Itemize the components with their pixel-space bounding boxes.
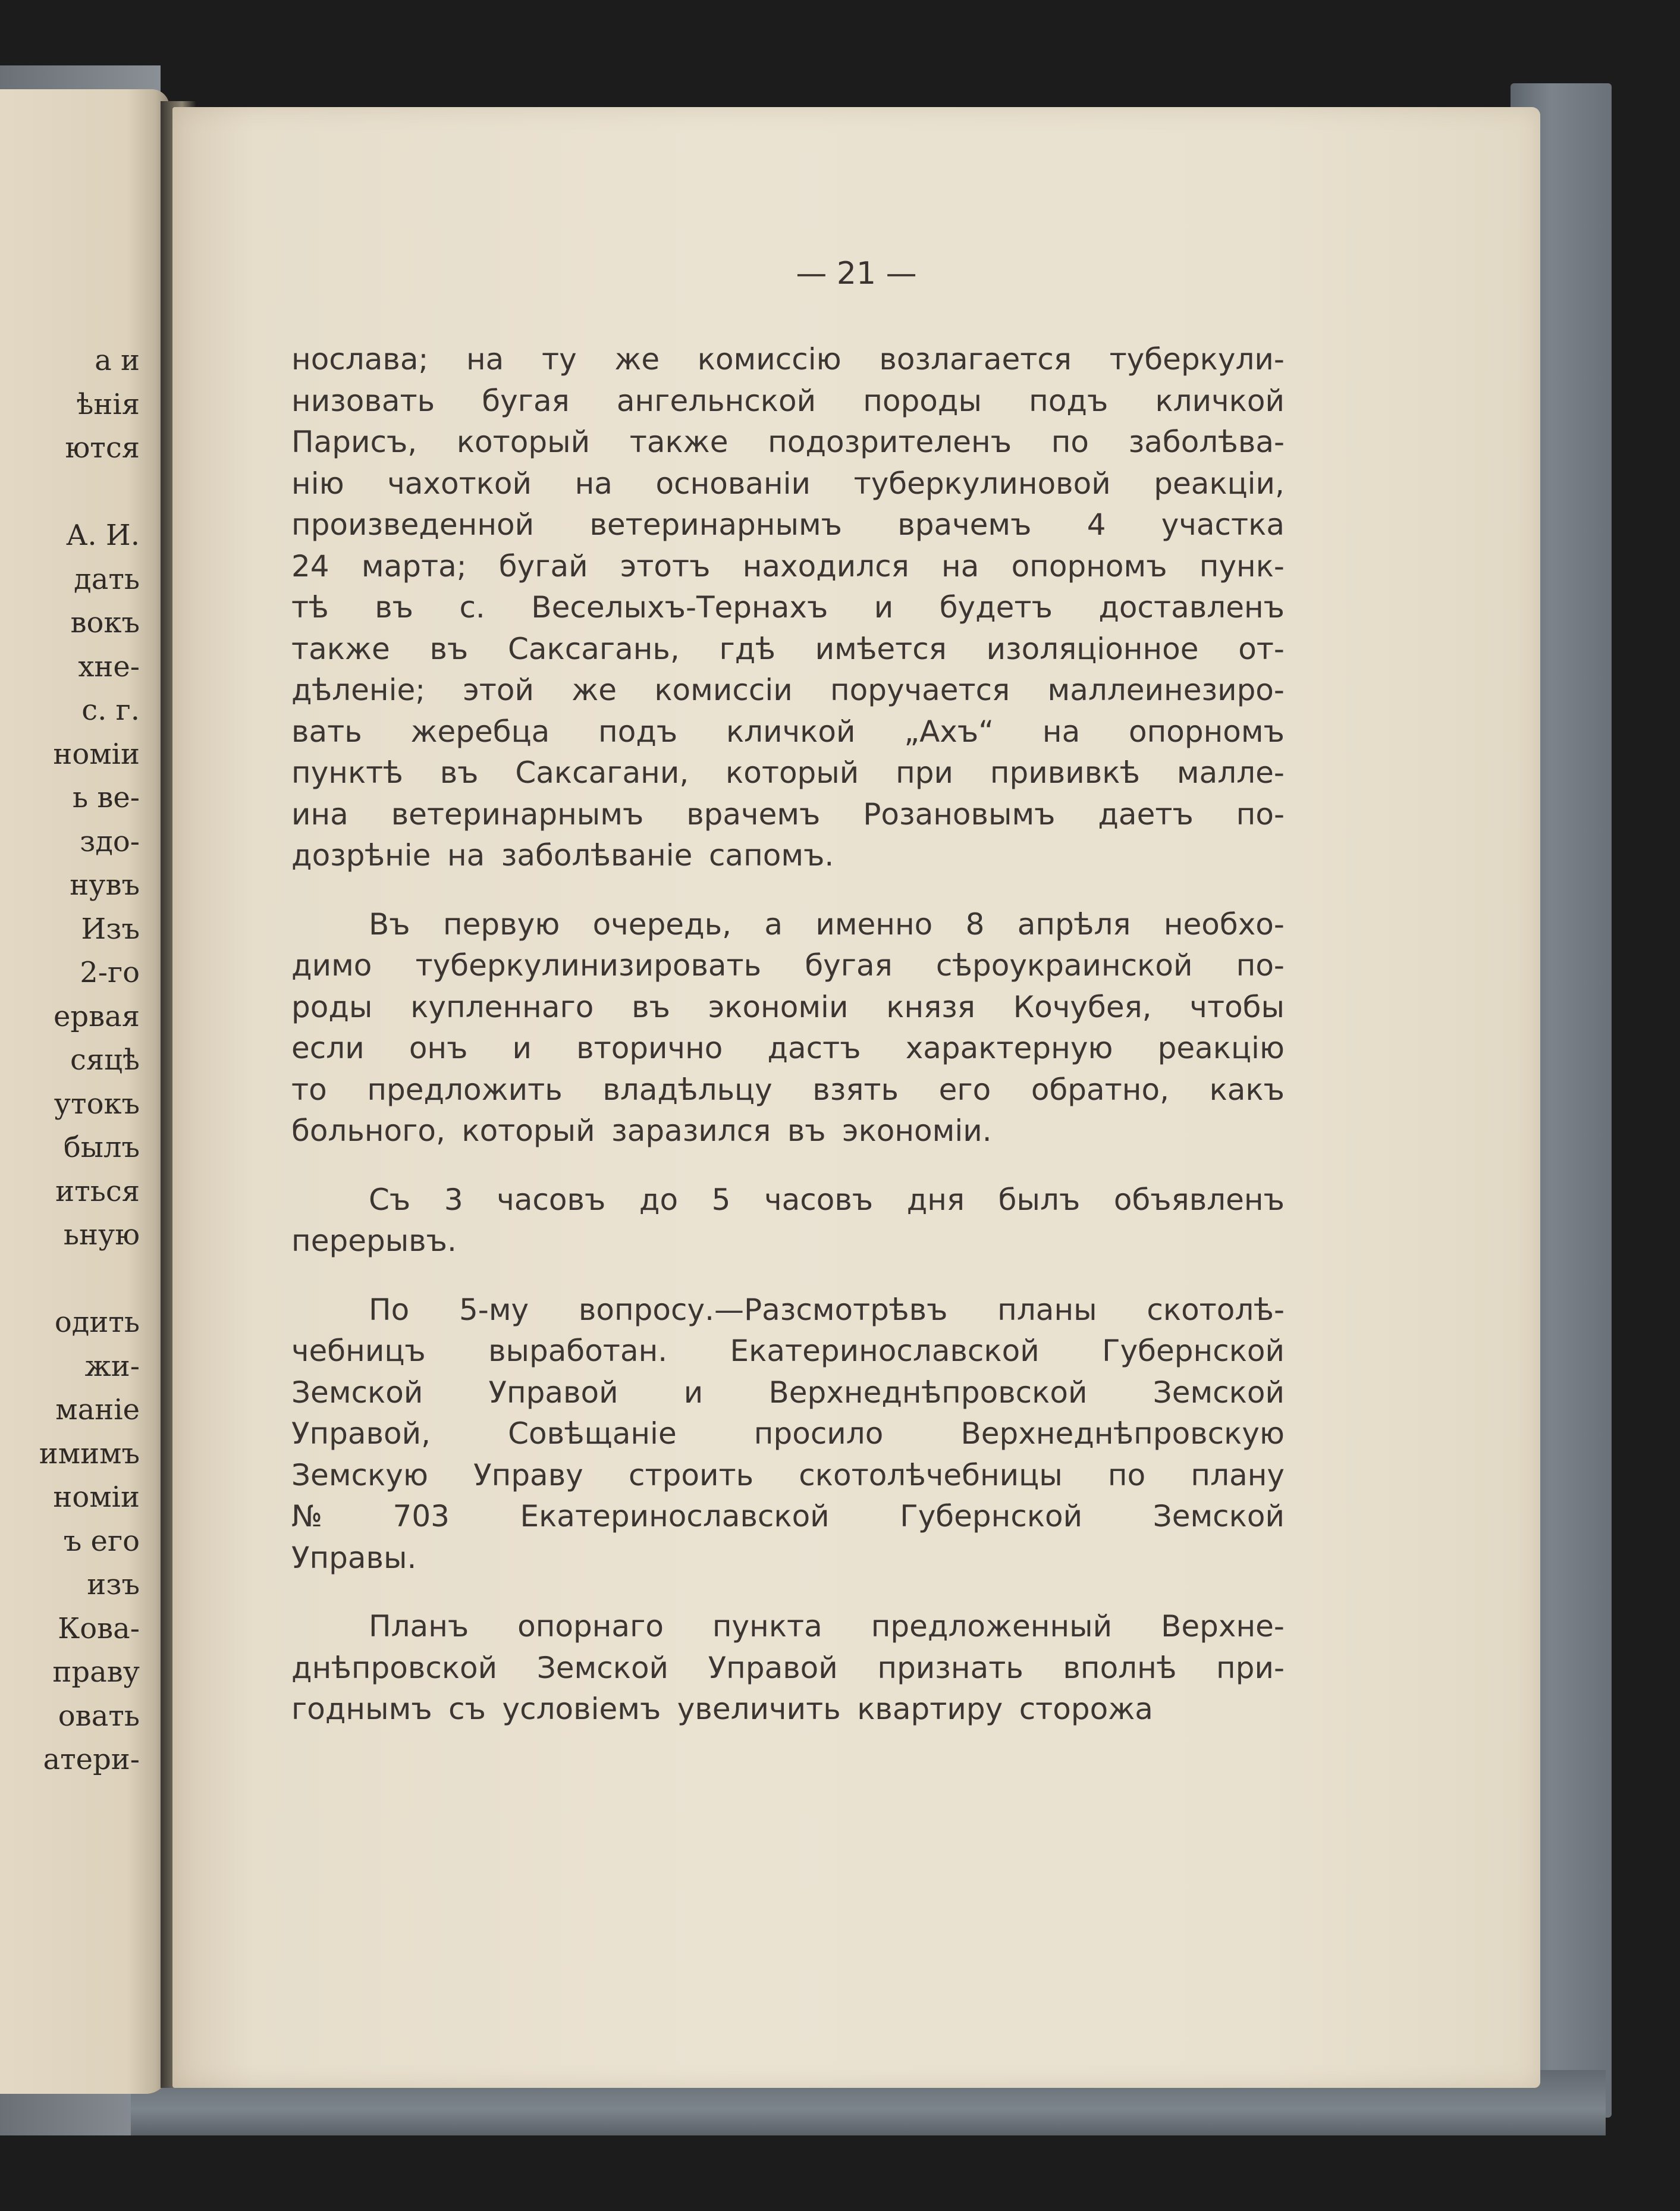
word: ту <box>541 342 577 377</box>
word: прививкѣ <box>990 755 1141 790</box>
word: въ <box>375 590 413 625</box>
previous-page-line: А. И. <box>66 519 140 552</box>
word: произведенной <box>291 507 535 542</box>
word: этотъ <box>620 548 711 584</box>
word: на <box>447 838 485 873</box>
word: при <box>896 755 954 790</box>
previous-page-line: а и <box>95 344 140 377</box>
previous-page-line: 2-го <box>80 956 140 989</box>
word: былъ <box>998 1182 1081 1217</box>
word: и <box>683 1375 704 1410</box>
previous-page-line: маніе <box>55 1393 140 1426</box>
previous-page-text <box>39 339 140 1782</box>
previous-page-line <box>39 471 140 515</box>
word: туберкулинизировать <box>415 948 762 983</box>
word: именно <box>815 907 933 942</box>
text-line <box>291 546 1285 588</box>
word: съ <box>448 1692 486 1726</box>
word: жеребца <box>410 714 550 749</box>
word: выработан. <box>488 1334 668 1368</box>
word: по- <box>1236 796 1285 832</box>
word: Земской <box>291 1375 423 1410</box>
previous-page-line: ервая <box>53 999 140 1033</box>
text-line <box>291 587 1285 629</box>
previous-page-line: ьную <box>63 1218 140 1252</box>
word: 24 <box>291 548 329 584</box>
word: Управой <box>708 1650 838 1685</box>
word: 5-му <box>459 1292 529 1327</box>
previous-page-line: былъ <box>63 1131 140 1164</box>
word: въ <box>439 755 479 790</box>
word: заразился <box>611 1114 771 1148</box>
word: от- <box>1238 631 1285 666</box>
text-line <box>291 1180 1285 1221</box>
word: Верхнеднѣпровскую <box>960 1416 1285 1451</box>
word: Парисъ, <box>291 425 417 459</box>
word: бугая <box>482 383 570 418</box>
text-line <box>291 1070 1285 1111</box>
text-line <box>291 711 1285 753</box>
word: до <box>639 1182 679 1217</box>
previous-page-line: с. г. <box>81 694 140 727</box>
word: низовать <box>291 383 435 418</box>
word: часовъ <box>764 1182 874 1217</box>
word: подъ <box>598 714 678 749</box>
word: Верхне- <box>1161 1609 1285 1644</box>
word: реакцію <box>1157 1031 1285 1065</box>
previous-page-line: имимъ <box>39 1437 140 1470</box>
word: бугай <box>498 548 588 584</box>
word: на <box>941 548 979 584</box>
word: доставленъ <box>1098 590 1285 625</box>
word: перерывъ. <box>291 1224 457 1258</box>
word: вать <box>291 714 362 749</box>
word: то <box>291 1072 327 1107</box>
word: нослава; <box>291 342 429 377</box>
word: чебницъ <box>291 1334 426 1368</box>
word: который <box>726 755 859 790</box>
word: который <box>456 425 591 459</box>
previous-page-line: здо- <box>80 824 140 858</box>
text-line <box>291 945 1285 987</box>
word: обратно, <box>1031 1072 1169 1107</box>
word: по <box>1051 425 1089 459</box>
word: 4 <box>1086 507 1106 542</box>
word: Веселыхъ-Тернахъ <box>531 590 828 625</box>
word: комиссіи <box>654 673 793 707</box>
previous-page-line: номіи <box>53 1481 140 1514</box>
word: Земской <box>1153 1375 1285 1410</box>
word: сѣроукраинской <box>935 948 1193 983</box>
word: если <box>291 1031 365 1065</box>
word: будетъ <box>939 590 1053 625</box>
word: заболѣва- <box>1128 425 1285 459</box>
word: который <box>461 1114 595 1148</box>
text-line <box>291 1372 1285 1414</box>
word: комиссію <box>697 342 841 377</box>
text-line <box>291 1455 1285 1497</box>
word: Управой, <box>291 1416 431 1451</box>
word: опорномъ <box>1128 714 1285 749</box>
word: сторожа <box>1019 1692 1153 1726</box>
word: основаніи <box>655 466 811 501</box>
paragraph-gap <box>291 877 1285 904</box>
word: возлагается <box>879 342 1072 377</box>
word: маллеинезиро- <box>1047 673 1285 707</box>
word: чтобы <box>1189 989 1285 1024</box>
word: больного, <box>291 1114 445 1148</box>
word: въ <box>632 989 670 1024</box>
text-line <box>291 794 1285 836</box>
word: По <box>369 1292 410 1327</box>
word: № <box>291 1499 323 1533</box>
previous-page-line: изъ <box>87 1568 140 1601</box>
word: дастъ <box>767 1031 861 1065</box>
previous-page-line: ъ его <box>63 1524 140 1558</box>
word: апрѣля <box>1017 907 1131 942</box>
word: при- <box>1216 1650 1285 1685</box>
word: туберкули- <box>1109 342 1285 377</box>
word: на <box>466 342 504 377</box>
word: этой <box>463 673 534 707</box>
word: породы <box>863 383 982 418</box>
word: по- <box>1236 948 1285 983</box>
word: просило <box>753 1416 884 1451</box>
word: владѣльцу <box>602 1072 773 1107</box>
text-line <box>291 1538 1285 1579</box>
text-line <box>291 1111 1285 1152</box>
word: купленнаго <box>410 989 594 1024</box>
word: плану <box>1191 1457 1285 1492</box>
word: опорнаго <box>517 1609 664 1644</box>
word: дѣленіе; <box>291 673 426 707</box>
word: на <box>574 466 613 501</box>
previous-page-line: ются <box>65 431 140 465</box>
word: врачемъ <box>897 507 1032 542</box>
word: квартиру <box>857 1692 1003 1726</box>
word: димо <box>291 948 372 983</box>
word: экономіи <box>708 989 849 1024</box>
word: 8 <box>965 907 985 942</box>
previous-page-line: овать <box>58 1699 140 1733</box>
word: дозрѣніе <box>291 838 431 873</box>
word: Саксагань, <box>507 631 680 666</box>
previous-page-line: иться <box>55 1174 140 1208</box>
word: предложенный <box>871 1609 1113 1644</box>
text-line <box>291 670 1285 711</box>
word: планы <box>997 1292 1097 1327</box>
word: заболѣваніе <box>501 838 693 873</box>
word: роды <box>291 989 373 1024</box>
word: 703 <box>392 1499 450 1533</box>
word: марта; <box>361 548 467 584</box>
word: характерную <box>905 1031 1113 1065</box>
text-line <box>291 1413 1285 1455</box>
word: Земской <box>536 1650 669 1685</box>
previous-page-line: вокъ <box>70 606 140 639</box>
word: часовъ <box>497 1182 606 1217</box>
word: Екатеринославской <box>520 1499 830 1533</box>
text-line <box>291 1689 1285 1730</box>
word: с. <box>459 590 485 625</box>
word: скотолѣчебницы <box>799 1457 1063 1492</box>
word: реакціи, <box>1154 466 1285 501</box>
word: ветеринарнымъ <box>589 507 843 542</box>
word: необхо- <box>1163 907 1285 942</box>
word: Саксагани, <box>515 755 689 790</box>
word: туберкулиновой <box>853 466 1111 501</box>
word: дня <box>906 1182 965 1217</box>
word: какъ <box>1209 1072 1285 1107</box>
text-line <box>291 1606 1285 1648</box>
text-line <box>291 504 1285 546</box>
word: врачемъ <box>686 796 821 832</box>
word: 5 <box>711 1182 731 1217</box>
word: Совѣщаніе <box>508 1416 677 1451</box>
text-line <box>291 381 1285 422</box>
word: онъ <box>409 1031 468 1065</box>
text-line <box>291 1331 1285 1372</box>
previous-page-line: атери- <box>43 1743 140 1776</box>
word: вполнѣ <box>1063 1650 1177 1685</box>
word: „Ахъ“ <box>904 714 994 749</box>
word: Губернской <box>1102 1334 1285 1368</box>
previous-page-line: Изъ <box>81 912 140 946</box>
word: по <box>1107 1457 1146 1492</box>
word: его <box>938 1072 991 1107</box>
word: Земскую <box>291 1457 428 1492</box>
word: признать <box>877 1650 1023 1685</box>
word: Въ <box>369 907 410 942</box>
word: и <box>512 1031 532 1065</box>
word: изоляціонное <box>986 631 1199 666</box>
word: тѣ <box>291 590 329 625</box>
word: строить <box>629 1457 754 1492</box>
word: Управу <box>473 1457 583 1492</box>
previous-page-line: хне- <box>78 650 140 683</box>
text-line <box>291 1496 1285 1538</box>
text-line <box>291 1028 1285 1070</box>
previous-page-line: одить <box>54 1306 140 1339</box>
word: ина <box>291 796 348 832</box>
text-line <box>291 835 1285 877</box>
word: объявленъ <box>1113 1182 1285 1217</box>
word: Съ <box>369 1182 411 1217</box>
text-line <box>291 752 1285 794</box>
previous-page-line: жи- <box>84 1349 140 1383</box>
paragraph-gap <box>291 1579 1285 1606</box>
word: Управы. <box>291 1540 417 1575</box>
word: подозрителенъ <box>768 425 1012 459</box>
word: пункта <box>712 1609 822 1644</box>
text-line <box>291 1221 1285 1262</box>
previous-page-line: ѣнія <box>76 387 140 421</box>
word: бугая <box>805 948 893 983</box>
word: Екатеринославской <box>730 1334 1040 1368</box>
word: условіемъ <box>502 1692 661 1726</box>
word: же <box>571 673 617 707</box>
word: опорномъ <box>1011 548 1167 584</box>
word: пунк- <box>1199 548 1285 584</box>
word: вторично <box>576 1031 723 1065</box>
word: въ <box>787 1114 826 1148</box>
page <box>172 107 1540 2088</box>
word: очередь, <box>592 907 731 942</box>
word: Управой <box>488 1375 618 1410</box>
word: также <box>629 425 728 459</box>
word: Кочубея, <box>1013 989 1152 1024</box>
previous-page-line <box>39 1257 140 1301</box>
text-line <box>291 339 1285 381</box>
previous-page-line: утокъ <box>54 1087 140 1121</box>
previous-page-edge <box>0 89 169 2094</box>
previous-page-line: праву <box>52 1655 140 1689</box>
word: также <box>291 631 390 666</box>
page-body <box>291 339 1285 1730</box>
text-line <box>291 629 1285 670</box>
word: нію <box>291 466 344 501</box>
word: подъ <box>1029 383 1109 418</box>
text-line <box>291 987 1285 1028</box>
previous-page-line: сяцѣ <box>70 1043 140 1077</box>
word: Губернской <box>900 1499 1083 1533</box>
word: ангельнской <box>616 383 817 418</box>
word: днѣпровской <box>291 1650 498 1685</box>
word: малле- <box>1176 755 1285 790</box>
word: увеличить <box>677 1692 841 1726</box>
word: вопросу.—Разсмотрѣвъ <box>578 1292 948 1327</box>
text-line <box>291 1290 1285 1331</box>
word: Земской <box>1153 1499 1285 1533</box>
word: годнымъ <box>291 1692 432 1726</box>
word: находился <box>742 548 909 584</box>
word: экономіи. <box>842 1114 992 1148</box>
word: сапомъ. <box>708 838 834 873</box>
word: Планъ <box>369 1609 469 1644</box>
word: въ <box>429 631 469 666</box>
previous-page-line: ь ве- <box>72 781 140 814</box>
word: скотолѣ- <box>1147 1292 1285 1327</box>
text-line <box>291 904 1285 946</box>
word: и <box>874 590 894 625</box>
word: пунктѣ <box>291 755 403 790</box>
paragraph-gap <box>291 1262 1285 1290</box>
word: ветеринарнымъ <box>391 796 644 832</box>
word: 3 <box>444 1182 463 1217</box>
previous-page-line: Кова- <box>58 1611 140 1645</box>
word: имѣется <box>815 631 947 666</box>
previous-page-line: дать <box>74 562 140 596</box>
word: предложить <box>367 1072 563 1107</box>
text-line <box>291 422 1285 463</box>
word: Розановымъ <box>863 796 1056 832</box>
word: кличкой <box>1155 383 1285 418</box>
word: кличкой <box>726 714 856 749</box>
paragraph-gap <box>291 1152 1285 1180</box>
word: чахоткой <box>387 466 532 501</box>
word: на <box>1042 714 1081 749</box>
word: первую <box>442 907 560 942</box>
text-line <box>291 1648 1285 1689</box>
previous-page-line: нувъ <box>70 868 140 902</box>
word: взять <box>812 1072 899 1107</box>
word: а <box>764 907 783 942</box>
word: гдѣ <box>719 631 775 666</box>
page-number: — 21 — <box>796 256 917 291</box>
word: Верхнеднѣпровской <box>768 1375 1088 1410</box>
previous-page-line: номіи <box>53 737 140 771</box>
word: участка <box>1161 507 1285 542</box>
word: даетъ <box>1098 796 1194 832</box>
word: князя <box>886 989 975 1024</box>
word: же <box>614 342 660 377</box>
word: поручается <box>830 673 1010 707</box>
text-line <box>291 463 1285 505</box>
